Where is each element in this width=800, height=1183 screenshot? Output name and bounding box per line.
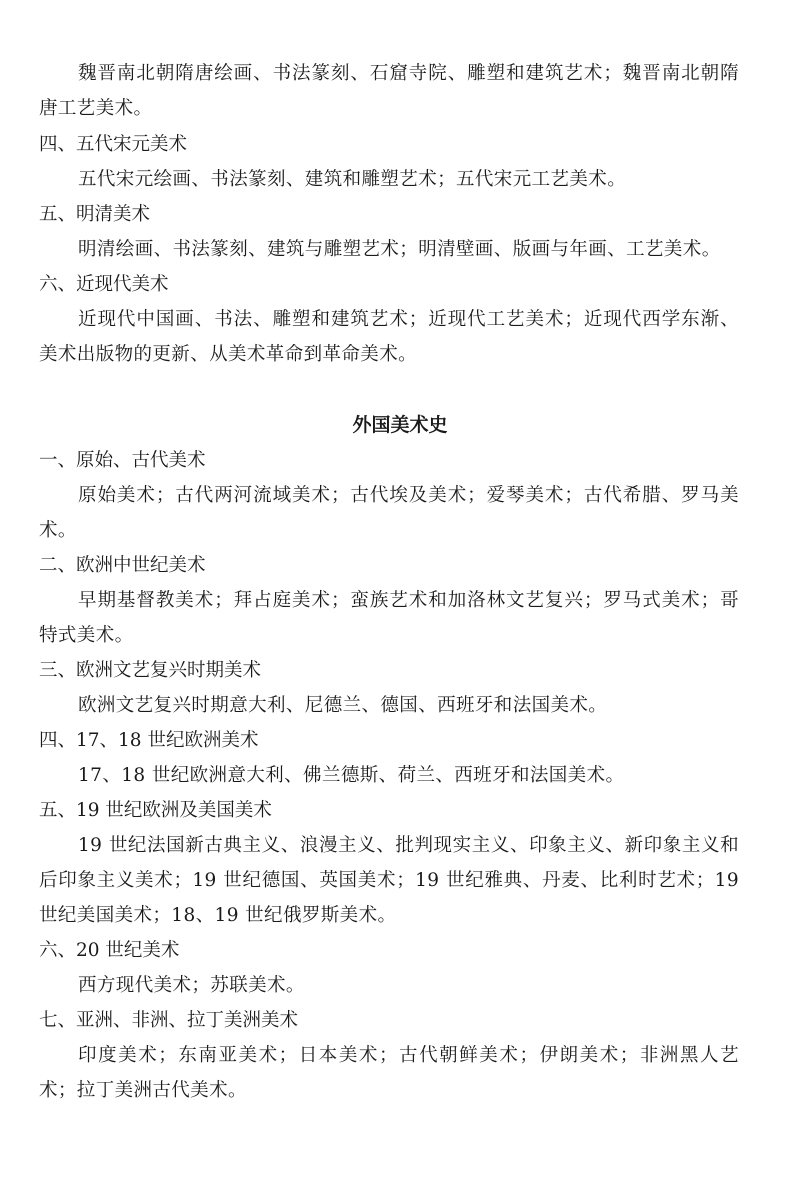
section-content-17-18-century: 17、18 世纪欧洲意大利、佛兰德斯、荷兰、西班牙和法国美术。 xyxy=(78,765,625,786)
section-heading-renaissance: 三、欧洲文艺复兴时期美术 xyxy=(39,660,262,681)
section-heading-17-18-century: 四、17、18 世纪欧洲美术 xyxy=(39,730,259,751)
section-heading-20-century: 六、20 世纪美术 xyxy=(39,940,180,961)
intro-paragraph: 魏晋南北朝隋唐绘画、书法篆刻、石窟寺院、雕塑和建筑艺术；魏晋南北朝隋唐工艺美术。 xyxy=(39,63,739,119)
section-content-wudai-songyuan: 五代宋元绘画、书法篆刻、建筑和雕塑艺术；五代宋元工艺美术。 xyxy=(78,169,627,190)
section-content-jinxiandai: 近现代中国画、书法、雕塑和建筑艺术；近现代工艺美术；近现代西学东渐、美术出版物的更新、从美术革命到革命美术。 xyxy=(39,309,739,365)
section-heading-19-century: 五、19 世纪欧洲及美国美术 xyxy=(39,800,272,821)
section-heading-mingqing: 五、明清美术 xyxy=(39,204,151,225)
section-heading-jinxiandai: 六、近现代美术 xyxy=(39,274,169,295)
section-heading-asia-africa-latam: 七、亚洲、非洲、拉丁美洲美术 xyxy=(39,1010,299,1031)
section-content-primitive-ancient: 原始美术；古代两河流域美术；古代埃及美术；爱琴美术；古代希腊、罗马美术。 xyxy=(39,485,739,541)
foreign-art-history-title: 外国美术史 xyxy=(352,414,448,436)
section-heading-medieval: 二、欧洲中世纪美术 xyxy=(39,555,206,576)
section-content-medieval: 早期基督教美术；拜占庭美术；蛮族艺术和加洛林文艺复兴；罗马式美术；哥特式美术。 xyxy=(39,590,739,646)
section-heading-primitive-ancient: 一、原始、古代美术 xyxy=(39,450,206,471)
section-content-renaissance: 欧洲文艺复兴时期意大利、尼德兰、德国、西班牙和法国美术。 xyxy=(78,695,608,716)
section-content-19-century: 19 世纪法国新古典主义、浪漫主义、批判现实主义、印象主义、新印象主义和后印象主义美术；19 世纪德国、英国美术；19 世纪雅典、丹麦、比利时艺术；19 世纪美国美术；18、19 世纪俄罗斯美术。 xyxy=(39,835,739,926)
section-content-asia-africa-latam: 印度美术；东南亚美术；日本美术；古代朝鲜美术；伊朗美术；非洲黑人艺术；拉丁美洲古代美术。 xyxy=(39,1045,739,1101)
section-heading-wudai-songyuan: 四、五代宋元美术 xyxy=(39,134,188,155)
section-content-20-century: 西方现代美术；苏联美术。 xyxy=(78,975,305,996)
section-content-mingqing: 明清绘画、书法篆刻、建筑与雕塑艺术；明清壁画、版画与年画、工艺美术。 xyxy=(78,239,721,260)
